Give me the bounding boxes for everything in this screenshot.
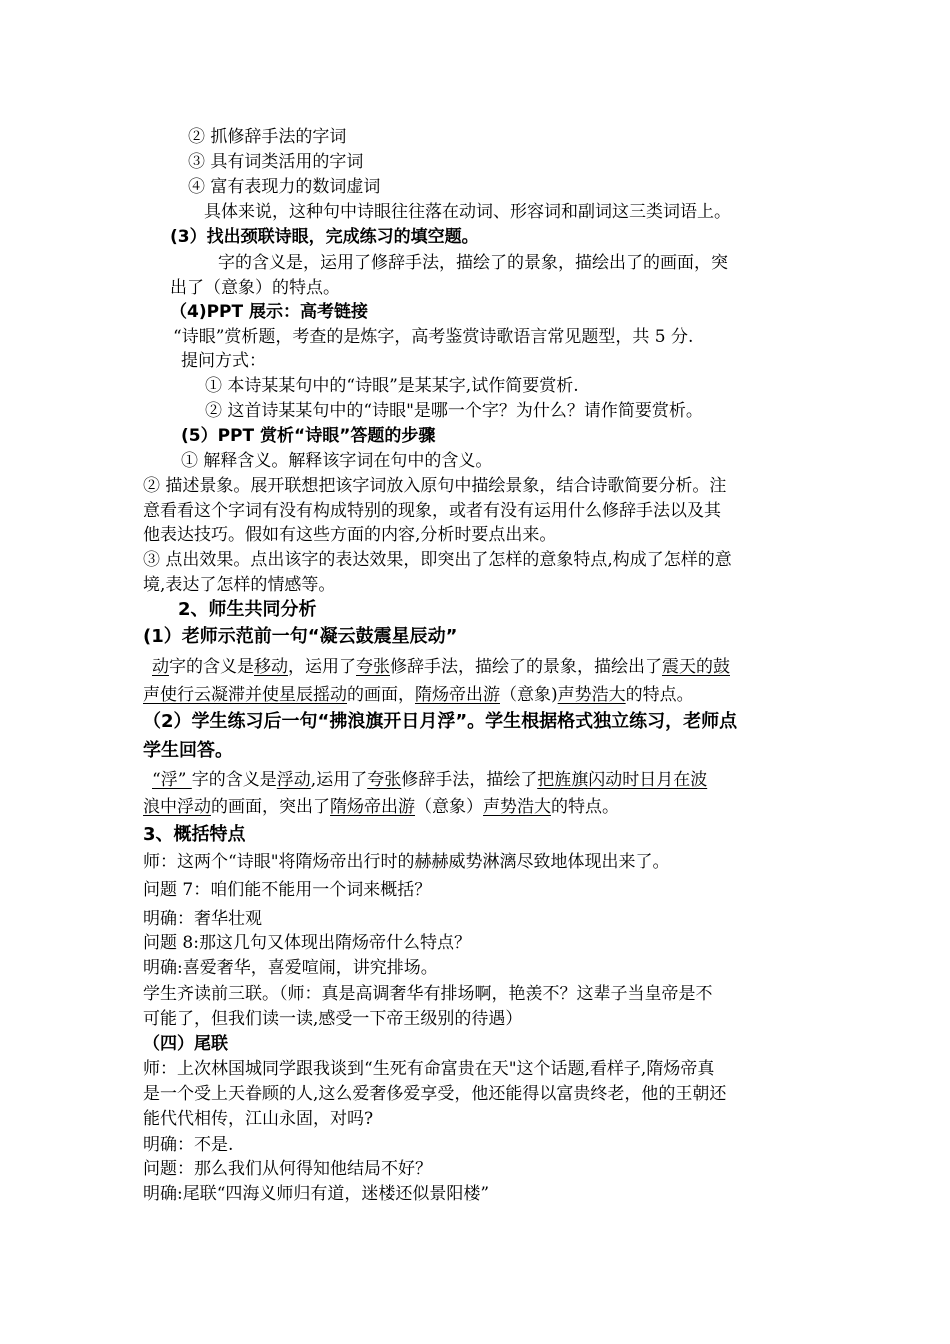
part-3-line-6: 学生齐读前三联。（师：真是高调奢华有排场啊，艳羡不？这辈子当皇帝是不 <box>143 984 713 1004</box>
example-1-line-1: 动字的含义是移动，运用了夸张修辞手法，描绘了的景象，描绘出了震天的鼓 <box>152 657 730 677</box>
answer-word: 动 <box>152 657 169 677</box>
part-3-line-4: 问题 8:那这几句又体现出隋炀帝什么特点？ <box>143 933 471 953</box>
answer-meaning: 移动 <box>254 657 288 677</box>
part-3-line-3: 明确：奢华壮观 <box>143 909 262 929</box>
list-item-2: ② 抓修辞手法的字词 <box>188 127 347 147</box>
part-4-line-5: 问题：那么我们从何得知他结局不好？ <box>143 1159 432 1179</box>
part-2-sub-2-line-1: （2）学生练习后一句“拂浪旗开日月浮”。学生根据格式独立练习，老师点 <box>143 711 738 732</box>
step-3-line-1: ③ 点出效果。点出该字的表达效果，即突出了怎样的意象特点,构成了怎样的意 <box>143 550 732 570</box>
step-2-line-1: ② 描述景象。展开联想把该字词放入原句中描绘景象，结合诗歌简要分析。注 <box>143 476 727 496</box>
question-format-1: ① 本诗某某句中的“诗眼”是某某字,试作简要赏析. <box>205 376 579 396</box>
section-5-title: (5）PPT 赏析“诗眼”答题的步骤 <box>181 426 436 446</box>
part-4-line-1: 师：上次林国城同学跟我谈到“生死有命富贵在天"这个话题,看样子,隋炀帝真 <box>143 1059 715 1079</box>
part-4-line-4: 明确：不是. <box>143 1135 234 1155</box>
example-2-line-1: “浮” 字的含义是浮动,运用了夸张修辞手法，描绘了把旌旗闪动时日月在波 <box>152 770 708 790</box>
part-4-line-2: 是一个受上天眷顾的人,这么爱奢侈爱享受，他还能得以富贵终老，他的王朝还 <box>143 1084 727 1104</box>
part-3-line-2: 问题 7：咱们能不能用一个词来概括？ <box>143 880 432 900</box>
part-4-title: （四）尾联 <box>143 1034 228 1054</box>
list-item-3: ③ 具有词类活用的字词 <box>188 152 364 172</box>
section-3-title: (3）找出颈联诗眼，完成练习的填空题。 <box>170 227 479 247</box>
concrete-note: 具体来说，这种句中诗眼往往落在动词、形容词和副词这三类词语上。 <box>204 202 731 222</box>
step-1: ① 解释含义。解释该字词在句中的含义。 <box>181 451 493 471</box>
part-3-line-7: 可能了，但我们读一读,感受一下帝王级别的待遇） <box>143 1009 523 1029</box>
step-2-line-2: 意看看这个字词有没有构成特别的现象，或者有没有运用什么修辞手法以及其 <box>143 501 721 521</box>
example-2-line-2: 浪中浮动的画面，突出了隋炀帝出游（意象）声势浩大的特点。 <box>143 797 619 817</box>
answer-feature: 声势浩大 <box>557 685 626 705</box>
section-3-line-1: 字的含义是，运用了修辞手法，描绘了的景象，描绘出了的画面，突 <box>218 253 728 273</box>
part-2-sub-2-line-2: 学生回答。 <box>143 740 233 761</box>
part-2-title: 2、师生共同分析 <box>178 599 317 620</box>
answer-rhetoric: 夸张 <box>356 657 390 677</box>
step-3-line-2: 境,表达了怎样的情感等。 <box>143 575 336 595</box>
part-3-title: 3、概括特点 <box>143 824 246 845</box>
part-4-line-6: 明确:尾联“四海义师归有道，迷楼还似景阳楼” <box>143 1184 490 1204</box>
section-4-title: （4)PPT 展示：高考链接 <box>170 302 369 322</box>
section-4-line-1: “诗眼”赏析题，考查的是炼字，高考鉴赏诗歌语言常见题型，共 5 分. <box>173 327 694 347</box>
part-3-line-1: 师：这两个“诗眼"将隋炀帝出行时的赫赫威势淋漓尽致地体现出来了。 <box>143 852 670 872</box>
answer-scene: 震天的鼓 <box>662 657 730 677</box>
section-4-line-2: 提问方式： <box>181 351 266 371</box>
section-3-line-2: 出了（意象）的特点。 <box>170 278 340 298</box>
question-format-2: ② 这首诗某某句中的“诗眼"是哪一个字？为什么？请作简要赏析。 <box>205 401 703 421</box>
answer-image: 隋炀帝出游 <box>415 685 500 705</box>
part-4-line-3: 能代代相传，江山永固，对吗? <box>143 1109 374 1129</box>
step-2-line-3: 他表达技巧。假如有这些方面的内容,分析时要点出来。 <box>143 525 557 545</box>
example-1-line-2: 声使行云凝滞并使星辰摇动的画面，隋炀帝出游（意象)声势浩大的特点。 <box>143 685 694 705</box>
list-item-4: ④ 富有表现力的数词虚词 <box>188 177 381 197</box>
part-3-line-5: 明确:喜爱奢华，喜爱喧闹，讲究排场。 <box>143 958 438 978</box>
part-2-sub-1: (1）老师示范前一句“凝云鼓震星辰动” <box>143 626 458 647</box>
